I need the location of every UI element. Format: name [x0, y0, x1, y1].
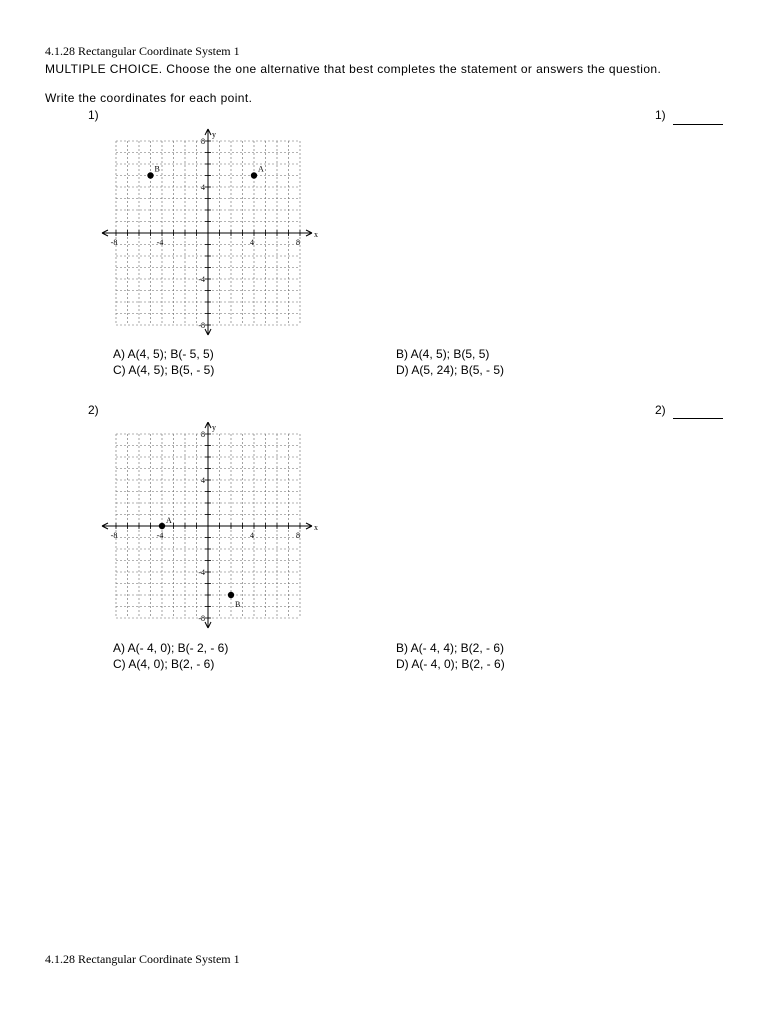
- coordinate-graph-1: [100, 127, 320, 347]
- choice-1-c[interactable]: C) A(4, 5); B(5, - 5): [113, 363, 215, 377]
- point-label-b: B: [235, 600, 241, 609]
- x-axis-label: x: [314, 230, 318, 239]
- point-b: [147, 172, 153, 178]
- y-tick-label: 8: [201, 430, 205, 439]
- point-label-a: A: [166, 516, 172, 525]
- y-tick-label: -4: [198, 275, 205, 284]
- y-tick-label: 4: [201, 476, 205, 485]
- instructions: MULTIPLE CHOICE. Choose the one alternative that best completes the statement or answers the question.: [45, 62, 662, 76]
- question-1-number: 1): [88, 108, 99, 122]
- x-tick-label: 4: [250, 531, 254, 540]
- answer-1-blank[interactable]: [673, 124, 723, 125]
- point-a: [159, 523, 165, 529]
- answer-1-label: 1): [655, 108, 666, 122]
- choice-1-d[interactable]: D) A(5, 24); B(5, - 5): [396, 363, 505, 377]
- x-axis-label: x: [314, 523, 318, 532]
- footer: 4.1.28 Rectangular Coordinate System 1: [45, 952, 240, 966]
- x-tick-label: 8: [296, 531, 300, 540]
- x-tick-label: 4: [250, 238, 254, 247]
- y-tick-label: -8: [198, 321, 205, 330]
- y-tick-label: 4: [201, 183, 205, 192]
- y-tick-label: -8: [198, 614, 205, 623]
- y-axis-label: y: [212, 423, 216, 432]
- answer-2-blank[interactable]: [673, 418, 723, 419]
- y-tick-label: 8: [201, 137, 205, 146]
- y-axis-label: y: [212, 130, 216, 139]
- choice-2-c[interactable]: C) A(4, 0); B(2, - 6): [113, 657, 215, 671]
- header-title: 4.1.28 Rectangular Coordinate System 1: [45, 44, 240, 58]
- x-tick-label: -8: [110, 238, 118, 247]
- y-tick-label: -4: [198, 568, 205, 577]
- point-label-a: A: [258, 164, 264, 174]
- point-b: [228, 592, 234, 598]
- question-2-number: 2): [88, 403, 99, 417]
- coordinate-graph-2: [100, 422, 320, 634]
- prompt: Write the coordinates for each point.: [45, 91, 253, 105]
- choice-2-b[interactable]: B) A(- 4, 4); B(2, - 6): [396, 641, 505, 655]
- x-tick-label: -8: [110, 531, 118, 540]
- choice-2-a[interactable]: A) A(- 4, 0); B(- 2, - 6): [113, 641, 229, 655]
- x-tick-label: -4: [156, 531, 164, 540]
- x-tick-label: 8: [296, 238, 300, 247]
- point-a: [251, 172, 257, 178]
- x-tick-label: -4: [156, 238, 164, 247]
- choice-1-a[interactable]: A) A(4, 5); B(- 5, 5): [113, 347, 214, 361]
- point-label-b: B: [154, 164, 160, 174]
- choice-1-b[interactable]: B) A(4, 5); B(5, 5): [396, 347, 490, 361]
- answer-2-label: 2): [655, 403, 666, 417]
- choice-2-d[interactable]: D) A(- 4, 0); B(2, - 6): [396, 657, 505, 671]
